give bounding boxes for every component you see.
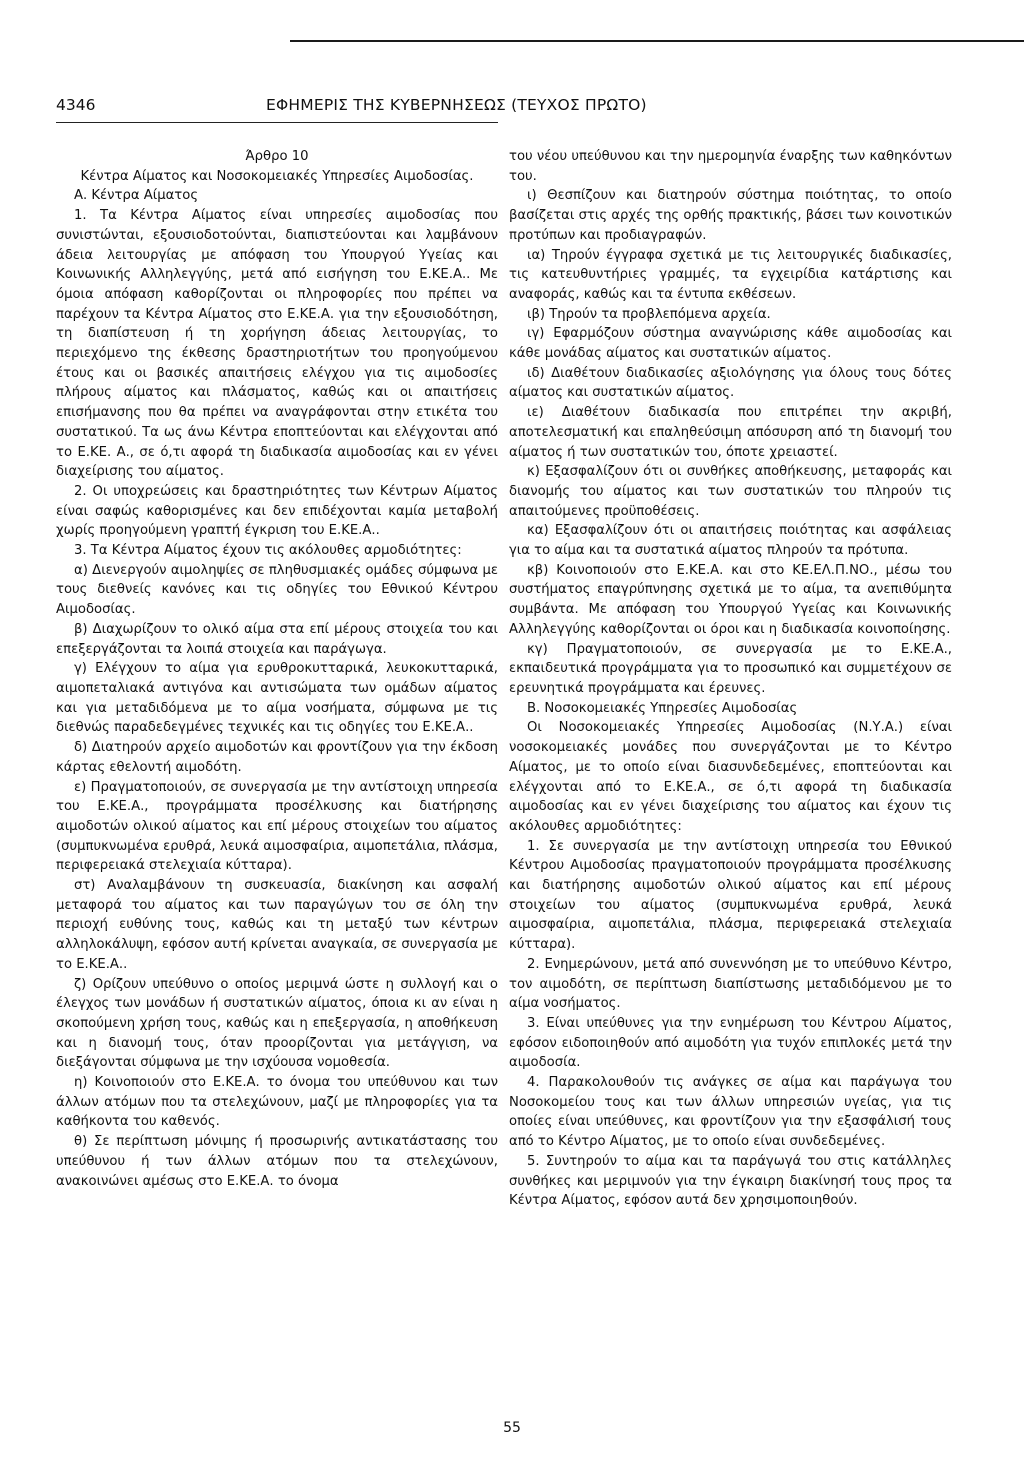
paragraph: θ) Σε περίπτωση μόνιμης ή προσωρινής αντικατάστασης του υπεύθυνου ή των άλλων ατόμων που τα στελεχώνουν, ανακοινώνει αμέσως στο Ε.ΚΕ.Α. το όνομα xyxy=(56,1134,498,1189)
paragraph: γ) Ελέγχουν το αίμα για ερυθροκυτταρικά, λευκοκυτταρικά, αιμοπεταλιακά αντιγόνα και αντισώματα των ομάδων αίματος και για μεταδιδόμενα με το αίμα νοσήματα, σύμφωνα με τις διεθνώς παραδεδεγμένες τεχνικές και τις οδηγίες του Ε.ΚΕ.Α.. xyxy=(56,661,498,736)
section-a-heading: Α. Κέντρα Αίματος xyxy=(74,188,199,204)
paragraph: 2. Ενημερώνουν, μετά από συνεννόηση με το υπεύθυνο Κέντρο, τον αιμοδότη, σε περίπτωση διαπίστωσης μεταδιδόμενου με το αίμα νοσήματος. xyxy=(509,956,952,1012)
paragraph: ζ) Ορίζουν υπεύθυνο ο οποίος μεριμνά ώστε η συλλογή και ο έλεγχος των μονάδων ή συστατικών αίματος, όποια κι αν είναι η σκοπούμενη χρήση τους, καθώς και η επεξεργασία, η αποθήκευση και η διανομή τους, όταν προορίζονται για μετάγγιση, να διεξάγονται σύμφωνα με την ισχύουσα νομοθεσία. xyxy=(56,976,498,1071)
header-rule xyxy=(56,122,498,123)
paragraph: 1. Σε συνεργασία με την αντίστοιχη υπηρεσία του Εθνικού Κέντρου Αιμοδοσίας πραγματοποιούν προγράμματα προσέλκυσης και διατήρησης αιμοδοτών ολικού αίματος και επί μέρους στοιχείων του αίματος (συμπυκνωμένα ερυθρά, λευκά αιμοσφαίρια, αιμοπετάλια, πλάσμα, περιφερειακά στελεχιαία κύτταρα). xyxy=(509,838,952,953)
paragraph: Οι Νοσοκομειακές Υπηρεσίες Αιμοδοσίας (Ν.Υ.Α.) είναι νοσοκομειακές μονάδες που συνεργάζονται με το Κέντρο Αίματος, με το οποίο είναι διασυνδεδεμένες, εποπτεύονται και ελέγχονται από το Ε.ΚΕ.Α., σε ό,τι αφορά τη διαδικασία αιμοδοσίας και εν γένει διαχείρισης του αίματος και έχουν τις ακόλουθες αρμοδιότητες: xyxy=(509,720,952,834)
right-column xyxy=(509,147,952,1211)
left-column xyxy=(56,147,498,1191)
paragraph: ιε) Διαθέτουν διαδικασία που επιτρέπει την ακριβή, αποτελεσματική και επαληθεύσιμη απόσυρση από τη διανομή του αίματος ή των συστατικών του, όποτε χρειαστεί. xyxy=(509,405,952,460)
right-paragraphs-after xyxy=(509,718,952,1211)
paragraph: του νέου υπεύθυνου και την ημερομηνία έναρξης των καθηκόντων του. xyxy=(509,149,952,184)
right-paragraphs-before xyxy=(509,147,952,699)
article-subtitle: Κέντρα Αίματος και Νοσοκομειακές Υπηρεσίες Αιμοδοσίας. xyxy=(80,168,474,184)
paragraph: α) Διενεργούν αιμοληψίες σε πληθυσμιακές ομάδες σύμφωνα με τους διεθνείς κανόνες και τις οδηγίες του Εθνικού Κέντρου Αιμοδοσίας. xyxy=(56,562,498,618)
gazette-title: ΕΦΗΜΕΡΙΣ ΤΗΣ ΚΥΒΕΡΝΗΣΕΩΣ (ΤΕΥΧΟΣ ΠΡΩΤΟ) xyxy=(266,96,647,114)
paragraph: δ) Διατηρούν αρχείο αιμοδοτών και φροντίζουν για την έκδοση κάρτας εθελοντή αιμοδότη. xyxy=(56,740,498,775)
paragraph: ιβ) Τηρούν τα προβλεπόμενα αρχεία. xyxy=(527,306,771,322)
paragraph: ιδ) Διαθέτουν διαδικασίες αξιολόγησης για όλους τους δότες αίματος και συστατικών αίματος. xyxy=(509,365,952,401)
section-b-heading: Β. Νοσοκομειακές Υπηρεσίες Αιμοδοσίας xyxy=(527,700,798,716)
paragraph: ια) Τηρούν έγγραφα σχετικά με τις λειτουργικές διαδικασίες, τις κατευθυντήριες γραμμές, τα εγχειρίδια κατάρτισης και αναφοράς, καθώς και τα έντυπα εκθέσεων. xyxy=(509,247,952,302)
paragraph: ιγ) Εφαρμόζουν σύστημα αναγνώρισης κάθε αιμοδοσίας και κάθε μονάδας αίματος και συστατικών αίματος. xyxy=(509,326,952,362)
paragraph: 3. Τα Κέντρα Αίματος έχουν τις ακόλουθες αρμοδιότητες: xyxy=(74,543,462,559)
paragraph: στ) Αναλαμβάνουν τη συσκευασία, διακίνηση και ασφαλή μεταφορά του αίματος και των παραγώγων του σε όλη την περιοχή ευθύνης τους, καθώς και τη μεταξύ των κέντρων αλληλοκάλυψη, εφόσον αυτή κρίνεται αναγκαία, σε συνεργασία με το Ε.ΚΕ.Α.. xyxy=(56,878,498,972)
article-heading: Άρθρο 10 xyxy=(245,149,309,164)
paragraph: 4. Παρακολουθούν τις ανάγκες σε αίμα και παράγωγα του Νοσοκομείου τους και των άλλων υπηρεσιών υγείας, για τις οποίες είναι υπεύθυνες, και φροντίζουν για την εξασφάλισή τους από το Κέντρο Αίματος, με το οποίο είναι συνδεδεμένες. xyxy=(509,1075,952,1150)
paragraph: η) Κοινοποιούν στο Ε.ΚΕ.Α. το όνομα του υπεύθυνου και των άλλων ατόμων που τα στελεχώνουν, μαζί με πληροφορίες για τα καθήκοντα του καθενός. xyxy=(56,1075,498,1130)
paragraph: 2. Οι υποχρεώσεις και δραστηριότητες των Κέντρων Αίματος είναι σαφώς καθορισμένες και δεν επιδέχονται καμία μεταβολή χωρίς προηγούμενη γραπτή έγκριση του Ε.ΚΕ.Α.. xyxy=(56,483,498,539)
paragraph: ε) Πραγματοποιούν, σε συνεργασία με την αντίστοιχη υπηρεσία του Ε.ΚΕ.Α., προγράμματα προσέλκυσης και διατήρησης αιμοδοτών ολικού αίματος και επί μέρους στοιχείων του αίματος (συμπυκνωμένα ερυθρά, λευκά αιμοσφαίρια, αιμοπετάλια, πλάσμα, περιφερειακά στελεχιαία κύτταρα). xyxy=(56,779,498,874)
paragraph: κα) Εξασφαλίζουν ότι οι απαιτήσεις ποιότητας και ασφάλειας για το αίμα και τα συστατικά αίματος πληρούν τα πρότυπα. xyxy=(509,523,952,559)
paragraph: κγ) Πραγματοποιούν, σε συνεργασία με το Ε.ΚΕ.Α., εκπαιδευτικά προγράμματα για το προσωπικό και συμμετέχουν σε ερευνητικά προγράμματα και έρευνες. xyxy=(509,641,952,696)
paragraph: 3. Είναι υπεύθυνες για την ενημέρωση του Κέντρου Αίματος, εφόσον ειδοποιηθούν από αιμοδότη για τυχόν επιπλοκές μετά την αιμοδοσία. xyxy=(509,1015,952,1071)
paragraph: β) Διαχωρίζουν το ολικό αίμα στα επί μέρους στοιχεία του και επεξεργάζονται τα λοιπά στοιχεία και παράγωγα. xyxy=(56,621,498,657)
left-paragraphs xyxy=(56,206,498,1191)
scan-edge-line xyxy=(290,40,1024,42)
paragraph: 5. Συντηρούν το αίμα και τα παράγωγά του στις κατάλληλες συνθήκες και μεριμνούν για την έγκαιρη διακίνησή τους προς τα Κέντρα Αίματος, εφόσον αυτά δεν χρησιμοποιηθούν. xyxy=(509,1153,952,1209)
paragraph: ι) Θεσπίζουν και διατηρούν σύστημα ποιότητας, το οποίο βασίζεται στις αρχές της ορθής πρακτικής, βάσει των κοινοτικών προτύπων και προδιαγραφών. xyxy=(509,188,952,243)
gazette-page-number: 4346 xyxy=(56,96,96,114)
paragraph: κβ) Κοινοποιούν στο Ε.ΚΕ.Α. και στο ΚΕ.ΕΛ.Π.ΝΟ., μέσω του συστήματος επαγρύπνησης σχετικά με το αίμα, τα ανεπιθύμητα συμβάντα. Με απόφαση του Υπουργού Υγείας και Κοινωνικής Αλληλεγγύης καθορίζονται οι όροι και η διαδικασία κοινοποίησης. xyxy=(509,562,952,637)
footer-page-number: 55 xyxy=(503,1420,521,1436)
paragraph: κ) Εξασφαλίζουν ότι οι συνθήκες αποθήκευσης, μεταφοράς και διανομής του αίματος και των συστατικών του πληρούν τις απαιτούμενες προϋποθέσεις. xyxy=(509,464,952,519)
paragraph: 1. Τα Κέντρα Αίματος είναι υπηρεσίες αιμοδοσίας που συνιστώνται, εξουσιοδοτούνται, διαπιστεύονται και λαμβάνουν άδεια λειτουργίας με απόφαση του Υπουργού Υγείας και Κοινωνικής Αλληλεγγύης, μετά από εισήγηση του Ε.ΚΕ.Α.. Με όμοια απόφαση καθορίζονται οι πληροφορίες που πρέπει να παρέχουν τα Κέντρα Αίματος στο Ε.ΚΕ.Α. για την εξουσιοδότηση, τη διαπίστευση ή τη χορήγηση άδειας λειτουργίας, το περιεχόμενο της έκθεσης δραστηριοτήτων του προηγούμενου έτους και οι βασικές απαιτήσεις ελέγχου για τις αιμοδοσίες πλήρους αίματος και πλάσματος, καθώς και οι απαιτήσεις επισήμανσης που θα πρέπει να αναγράφονται στην ετικέτα του συστατικού. Τα ως άνω Κέντρα εποπτεύονται και ελέγχονται από το Ε.ΚΕ. Α., σε ό,τι αφορά τη διαδικασία αιμοδοσίας και εν γένει διαχείρισης του αίματος. xyxy=(56,208,498,480)
page-header xyxy=(56,96,756,120)
